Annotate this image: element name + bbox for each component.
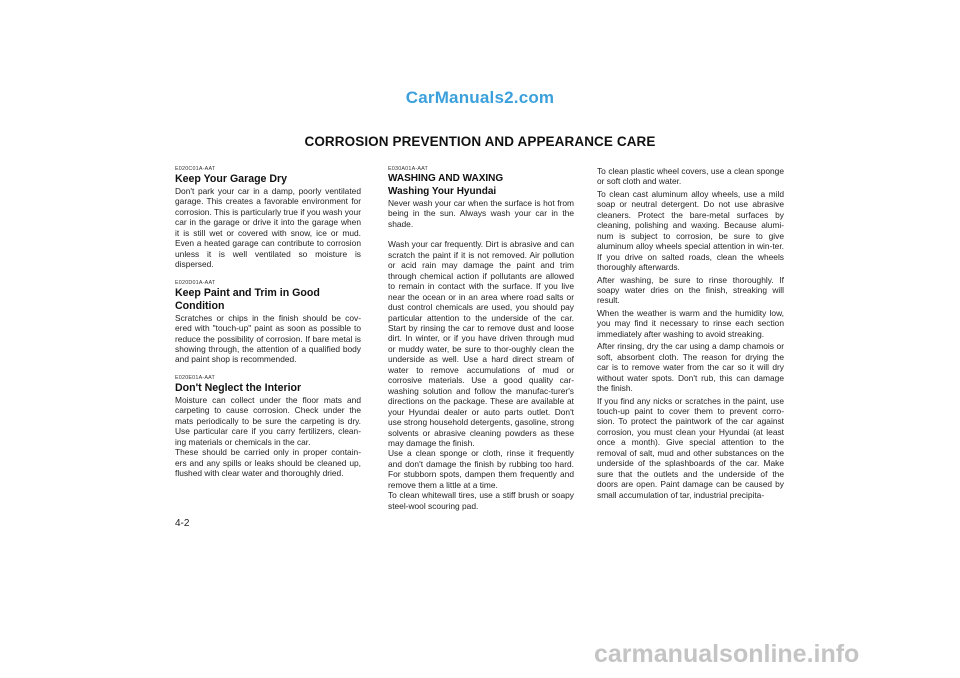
paragraph: Never wash your car when the surface is hot from being in the sun. Always wash your car in the shade. bbox=[388, 198, 574, 229]
section-code: E020E01A-AAT bbox=[175, 374, 216, 381]
paragraph: After rinsing, dry the car using a damp chamois or soft, absorbent cloth. The reason for drying the car is to remove water from the car so it will dry without water spots. Don't rub, this can damage the finish. bbox=[597, 341, 784, 394]
page-header-title: CORROSION PREVENTION AND APPEARANCE CARE bbox=[304, 134, 656, 149]
section-body: These should be carried only in proper contain-ers and any spills or leaks should be cleaned up, flushed with clear water and thoroughly dried. bbox=[175, 447, 361, 479]
section-code: E020C01A-AAT bbox=[175, 166, 216, 172]
column-right bbox=[597, 166, 784, 500]
section-code: E030A01A-AAT bbox=[388, 166, 429, 172]
section-body: Moisture can collect under the floor mats and carpeting to cause corrosion. Check under the mats periodically to be sure the carpeting is dry. Use particular care if you carry fertilizers, clean-ing materials or chemicals in the car. bbox=[175, 394, 361, 447]
section-heading: Keep Paint and Trim in Good Condition bbox=[175, 286, 320, 312]
section-heading: Keep Your Garage Dry bbox=[175, 173, 288, 185]
section-heading: WASHING AND WAXING bbox=[388, 173, 504, 184]
paragraph: Use a clean sponge or cloth, rinse it frequently and don't damage the finish by rubbing too hard. For stubborn spots, dampen them frequently and remove them a little at a time. bbox=[388, 448, 574, 490]
paragraph: To clean plastic wheel covers, use a clean sponge or soft cloth and water. bbox=[597, 166, 784, 187]
paragraph: When the weather is warm and the humidity low, you may find it necessary to rinse each section immediately after washing to avoid streaking. bbox=[597, 307, 784, 339]
paragraph: Wash your car frequently. Dirt is abrasive and can scratch the paint if it is not removed. Air pollution or acid rain may damage the paint and trim through chemical action if pollutants are allowed to remain in contact with the surface. If you live near the ocean or in an area where road salts or dust control chemicals are used, you should pay particular attention to the underside of the car. Start by rinsing the car to remove dust and loose dirt. In winter, or if you have driven through mud or muddy water, be sure to thor-oughly clean the underside as well. Use a hard direct stream of water to remove accumulations of mud or corrosive materials. Use a good quality car-washing solution and follow the manufac-turer's directions on the package. These are available at your Hyundai dealer or auto parts outlet. Don't use strong household detergents, gasoline, strong solvents or abrasive cleaning powders as these may damage the finish. bbox=[388, 239, 574, 448]
section-heading: Don't Neglect the Interior bbox=[175, 381, 302, 394]
paragraph: If you find any nicks or scratches in the paint, use touch-up paint to cover them to prevent corro-sion. To protect the paintwork of the car against corrosion, you must clean your Hyundai (at least once a month). Give special attention to the removal of salt, mud and other substances on the underside of the splashboards of the car. Make sure that the outlets and the underside of the doors are open. Paint damage can be caused by small accumulation of tar, industrial precipita- bbox=[597, 395, 784, 500]
paragraph: After washing, be sure to rinse thoroughly. If soapy water dries on the finish, streaking will result. bbox=[597, 274, 784, 306]
watermark-top[interactable]: CarManuals2.com bbox=[405, 88, 555, 107]
section-interior bbox=[175, 375, 361, 479]
section-body: Scratches or chips in the finish should be cov-ered with "touch-up" paint as soon as possible to reduce the possibility of corrosion. If bare metal is showing through, the attention of a qualified body and paint shop is recommended. bbox=[175, 312, 361, 365]
section-body: Don't park your car in a damp, poorly ventilated garage. This creates a favorable environment for corrosion. This is particularly true if you wash your car in the garage or drive it into the garage when it is still wet or covered with snow, ice or mud. Even a heated garage can contribute to corrosion unless it is well ventilated so moisture is dispersed. bbox=[175, 186, 361, 270]
section-garage bbox=[175, 166, 361, 270]
paragraph: To clean cast aluminum alloy wheels, use a mild soap or neutral detergent. Do not use abrasive cleaners. Protect the bare-metal surfaces by cleaning, polishing and waxing. Because alumi-num is subject to corrosion, be sure to give aluminum alloy wheels special attention in win-ter. If you drive on salted roads, clean the wheels thoroughly afterwards. bbox=[597, 188, 784, 273]
column-middle bbox=[388, 166, 574, 511]
column-left bbox=[175, 166, 361, 489]
section-paint-trim bbox=[175, 280, 361, 365]
section-code: E020D01A-AAT bbox=[175, 279, 216, 286]
page-number: 4-2 bbox=[175, 518, 190, 529]
watermark-bottom[interactable]: carmanualsonline.info bbox=[594, 640, 860, 668]
subsection-heading: Washing Your Hyundai bbox=[388, 185, 497, 197]
paragraph: To clean whitewall tires, use a stiff brush or soapy steel-wool scouring pad. bbox=[388, 490, 574, 511]
